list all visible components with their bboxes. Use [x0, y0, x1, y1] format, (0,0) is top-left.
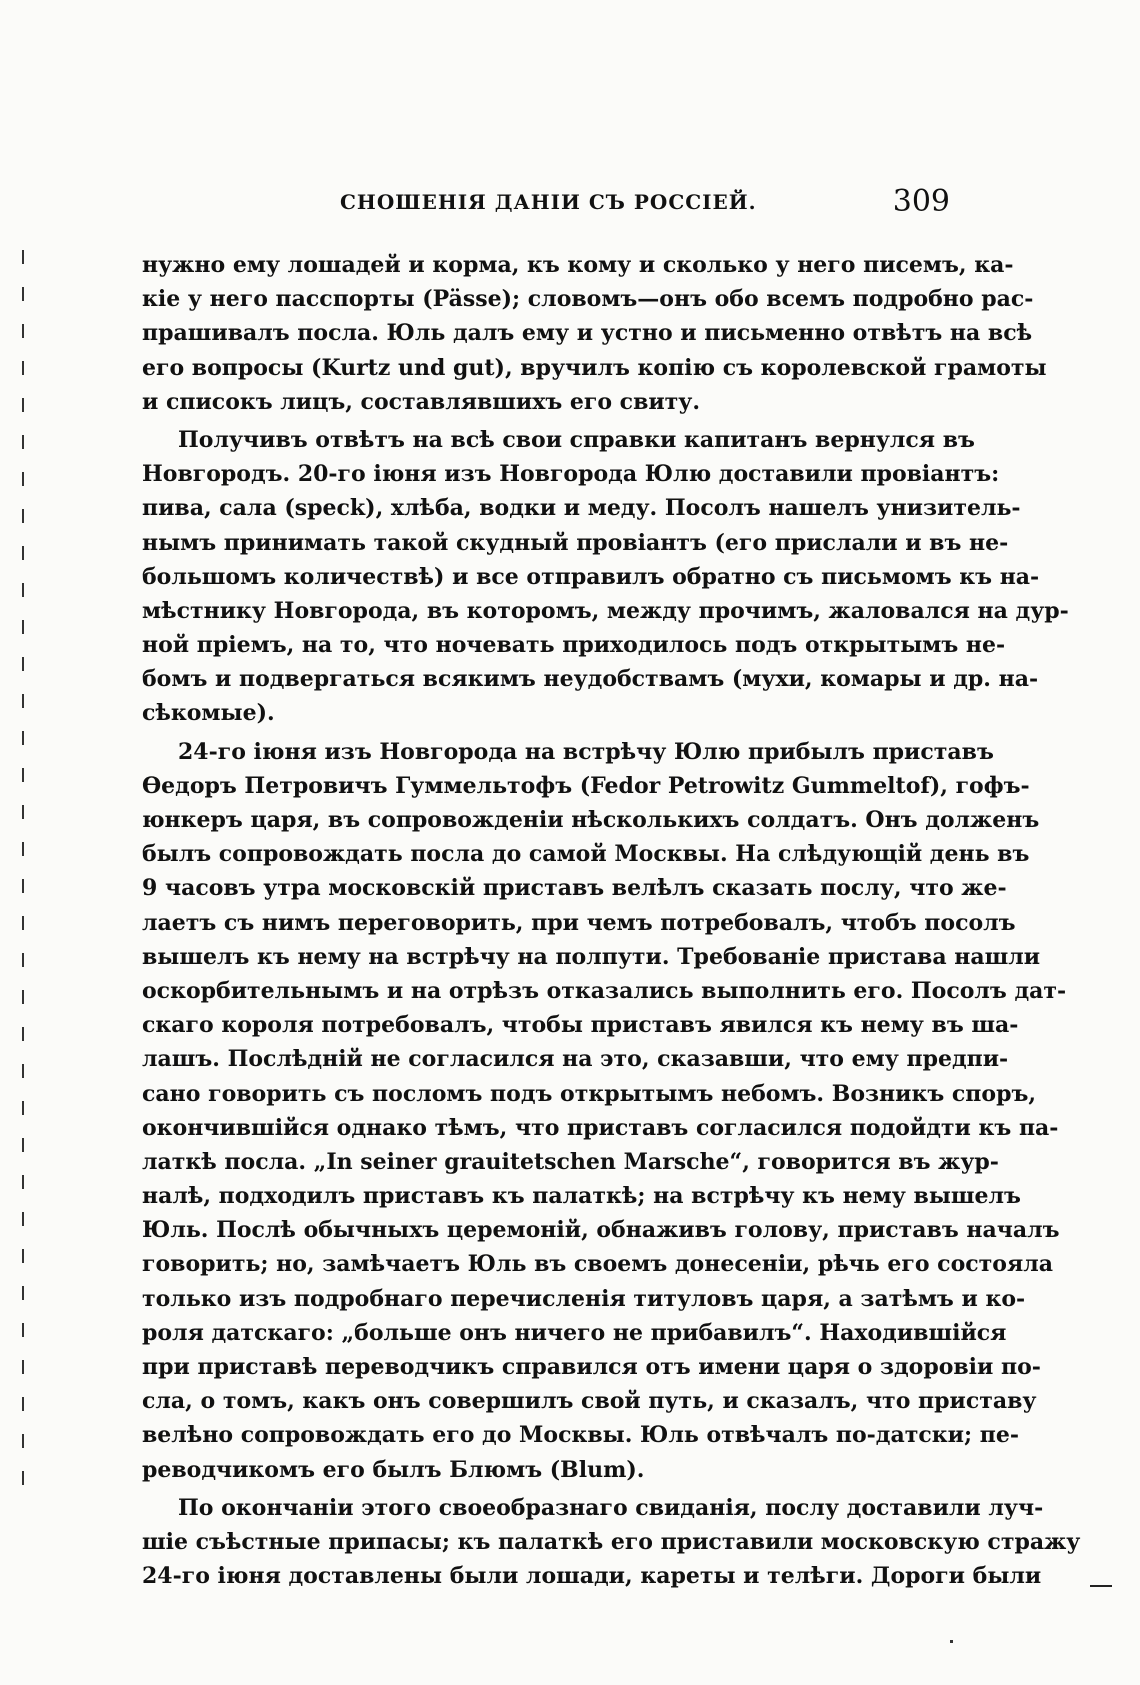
text-line: кіе у него пасспорты (Pässe); словомъ—онъ обо всемъ подробно рас- [142, 286, 1034, 313]
margin-tick [22, 805, 24, 819]
text-line: вышелъ къ нему на встрѣчу на полпути. Требованіе пристава нашли [142, 943, 1041, 970]
margin-tick [22, 324, 24, 338]
margin-tick [22, 1138, 24, 1152]
text-line: пива, сала (speck), хлѣба, водки и меду. Посолъ нашелъ унизитель- [142, 495, 1021, 522]
body-text [142, 248, 1081, 1593]
text-line: 24-го іюня изъ Новгорода на встрѣчу Юлю прибылъ приставъ [178, 738, 994, 765]
margin-tick [22, 620, 24, 634]
text-line: мѣстнику Новгорода, въ которомъ, между прочимъ, жаловался на дур- [142, 597, 1069, 624]
text-line: ной пріемъ, на то, что ночевать приходилось подъ открытымъ не- [142, 632, 1006, 659]
text-line: Юль. Послѣ обычныхъ церемоній, обнаживъ голову, приставъ началъ [142, 1217, 1060, 1244]
margin-tick [22, 916, 24, 930]
text-line: говорить; но, замѣчаетъ Юль въ своемъ донесеніи, рѣчь его состояла [142, 1251, 1053, 1278]
text-line: при приставѣ переводчикъ справился отъ имени царя о здоровіи по- [142, 1354, 1041, 1380]
margin-tick [22, 953, 24, 967]
running-header [140, 178, 950, 218]
margin-tick [22, 1471, 24, 1485]
margin-tick [22, 509, 24, 523]
text-line: большомъ количествѣ) и все отправилъ обратно съ письмомъ къ на- [142, 563, 1040, 590]
text-line: бомъ и подвергаться всякимъ неудобствамъ (мухи, комары и др. на- [142, 666, 1039, 693]
margin-tick [22, 435, 24, 449]
margin-tick [22, 990, 24, 1004]
margin-tick [22, 287, 24, 301]
margin-tick [22, 1397, 24, 1411]
margin-tick [22, 250, 24, 264]
margin-tick [22, 1027, 24, 1041]
text-line: окончившійся однако тѣмъ, что приставъ согласился подойдти къ па- [142, 1114, 1059, 1141]
text-line: роля датскаго: „больше онъ ничего не прибавилъ“. Находившійся [142, 1319, 1007, 1346]
stray-dash [1090, 1585, 1112, 1587]
text-line: налѣ, подходилъ приставъ къ палаткѣ; на встрѣчу къ нему вышелъ [142, 1183, 1021, 1210]
margin-tick [22, 1434, 24, 1448]
text-line: сѣкомые). [142, 700, 275, 727]
text-line: Новгородъ. 20-го іюня изъ Новгорода Юлю доставили провіантъ: [142, 461, 1000, 488]
margin-tick [22, 657, 24, 671]
text-line: оскорбительнымъ и на отрѣзъ отказались выполнить его. Посолъ дат- [142, 977, 1067, 1004]
margin-tick [22, 472, 24, 486]
margin-tick [22, 398, 24, 412]
margin-tick [22, 1212, 24, 1226]
margin-tick [22, 1249, 24, 1263]
text-line: и списокъ лицъ, составлявшихъ его свиту. [142, 388, 701, 415]
text-line: его вопросы (Kurtz und gut), вручилъ копію съ королевской грамоты [142, 354, 1047, 381]
margin-tick [22, 583, 24, 597]
text-line: реводчикомъ его былъ Блюмъ (Blum). [142, 1456, 645, 1483]
text-line: сла, о томъ, какъ онъ совершилъ свой путь, и сказалъ, что приставу [142, 1388, 1037, 1415]
page-number: 309 [892, 184, 950, 219]
margin-tick [22, 1064, 24, 1078]
paragraph [142, 1491, 1081, 1594]
margin-tick [22, 731, 24, 745]
running-title: СНОШЕНІЯ ДАНІИ СЪ РОССІЕЙ. [340, 190, 757, 214]
text-line: шіе съѣстные припасы; къ палаткѣ его приставили московскую стражу [142, 1528, 1081, 1555]
stray-dot [950, 1640, 953, 1643]
margin-tick [22, 546, 24, 560]
text-line: лаетъ съ нимъ переговорить, при чемъ потребовалъ, чтобъ посолъ [142, 909, 1016, 936]
margin-tick-marks [22, 250, 30, 1520]
text-line: юнкеръ царя, въ сопровожденіи нѣсколькихъ солдатъ. Онъ долженъ [142, 807, 1040, 833]
margin-tick [22, 1323, 24, 1337]
text-line: нужно ему лошадей и корма, къ кому и сколько у него писемъ, ка- [142, 252, 1014, 278]
text-line: велѣно сопровождать его до Москвы. Юль отвѣчалъ по-датски; пе- [142, 1422, 1019, 1449]
text-line: только изъ подробнаго перечисленія титуловъ царя, а затѣмъ и ко- [142, 1285, 1026, 1312]
paragraph [142, 423, 1069, 731]
margin-tick [22, 1360, 24, 1374]
text-line: 9 часовъ утра московскій приставъ велѣлъ сказать послу, что же- [142, 875, 1007, 902]
margin-tick [22, 1175, 24, 1189]
paragraph [142, 248, 1047, 419]
text-line: нымъ принимать такой скудный провіантъ (его прислали и въ не- [142, 529, 1009, 556]
margin-tick [22, 1286, 24, 1300]
margin-tick [22, 694, 24, 708]
text-line: Өедоръ Петровичъ Гуммельтофъ (Fedor Petrowitz Gummeltof), гофъ- [142, 772, 1030, 799]
text-line: Получивъ отвѣтъ на всѣ свои справки капитанъ вернулся въ [178, 426, 975, 453]
text-line: 24-го іюня доставлены были лошади, кареты и телѣги. Дороги были [142, 1563, 1042, 1590]
paragraph [142, 735, 1067, 1487]
text-line: скаго короля потребовалъ, чтобы приставъ явился къ нему въ ша- [142, 1012, 1019, 1039]
text-line: сано говорить съ посломъ подъ открытымъ небомъ. Возникъ споръ, [142, 1080, 1036, 1107]
text-line: латкѣ посла. „In seiner grauitetschen Marsche“, говорится въ жур- [142, 1148, 999, 1175]
margin-tick [22, 768, 24, 782]
margin-tick [22, 879, 24, 893]
text-line: былъ сопровождать посла до самой Москвы. На слѣдующій день въ [142, 841, 1030, 868]
margin-tick [22, 1101, 24, 1115]
margin-tick [22, 361, 24, 375]
text-line: прашивалъ посла. Юль далъ ему и устно и письменно отвѣтъ на всѣ [142, 320, 1033, 347]
margin-tick [22, 842, 24, 856]
text-line: лашъ. Послѣдній не согласился на это, сказавши, что ему предпи- [142, 1046, 1009, 1073]
text-line: По окончаніи этого своеобразнаго свиданія, послу доставили луч- [178, 1494, 1044, 1521]
